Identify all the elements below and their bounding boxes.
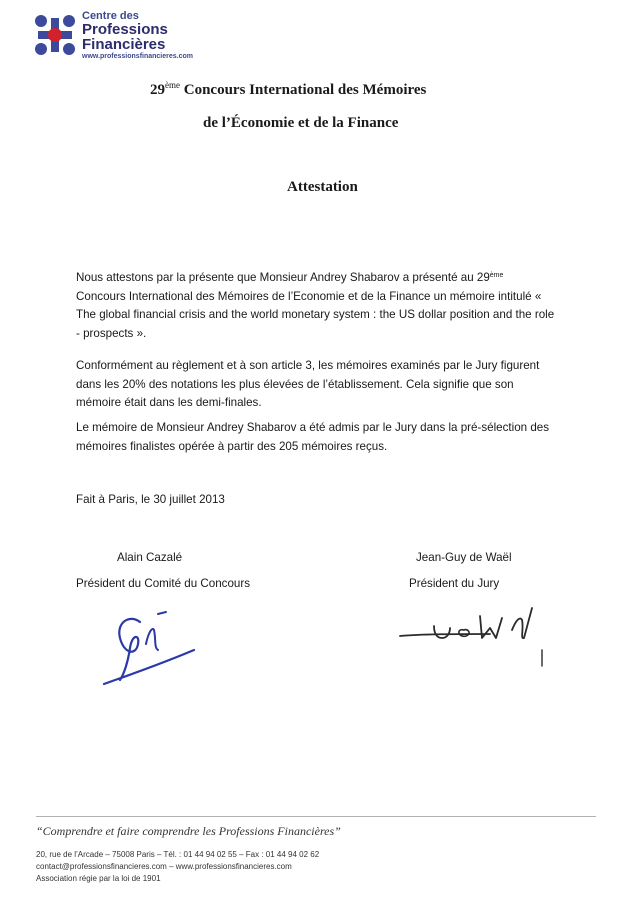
right-signatory-name: Jean-Guy de Waël (416, 551, 512, 564)
right-signature (394, 600, 554, 674)
title-number: 29 (150, 82, 165, 98)
paragraph-1-part-b: Concours International des Mémoires de l’Economie et de la Finance un mémoire intitulé « The global financial crisis and the world monetary system : the US dollar position and the role - prospects ». (76, 289, 555, 340)
document-title-line-2: de l’Économie et de la Finance (203, 115, 399, 131)
paragraph-1 (76, 267, 556, 343)
attestation-heading: Attestation (287, 179, 358, 195)
right-signatory-title: Président du Jury (409, 577, 500, 590)
document-title-line-1 (150, 80, 426, 99)
footer-association: Association régie par la loi de 1901 (36, 874, 161, 883)
paragraph-1-sup: ème (489, 272, 504, 279)
title-rest: Concours International des Mémoires (180, 82, 427, 98)
left-signatory-title: Président du Comité du Concours (76, 577, 250, 590)
logo-line-1: Centre des (82, 10, 139, 22)
footer-contact: contact@professionsfinancieres.com – www.professionsfinancieres.com (36, 862, 292, 871)
footer-quote: “Comprendre et faire comprendre les Professions Financières” (36, 824, 341, 838)
logo-line-2: Professions (82, 21, 168, 38)
organization-logo (32, 8, 202, 63)
left-signatory-name: Alain Cazalé (117, 551, 183, 564)
logo-url: www.professionsfinancieres.com (82, 53, 193, 60)
footer-address: 20, rue de l’Arcade – 75008 Paris – Tél. : 01 44 94 02 55 – Fax : 01 44 94 02 62 (36, 850, 320, 859)
footer-divider (36, 816, 596, 817)
paragraph-2: Conformément au règlement et à son article 3, les mémoires examinés par le Jury figurent dans les 20% des notations les plus élevées de l’établissement. Cela signifie que son mémoire était dans les demi-finales. (76, 359, 540, 409)
date-line: Fait à Paris, le 30 juillet 2013 (76, 493, 225, 506)
paragraph-1-part-a: Nous attestons par la présente que Monsieur Andrey Shabarov a présenté au 29 (76, 271, 490, 284)
logo-line-3: Financières (82, 36, 166, 53)
logo-mark-icon (32, 12, 78, 58)
left-signature (96, 604, 206, 694)
title-sup: ème (165, 80, 180, 90)
paragraph-3: Le mémoire de Monsieur Andrey Shabarov a été admis par le Jury dans la pré-sélection des mémoires finalistes opérée à partir des 205 mémoires reçus. (76, 421, 550, 453)
